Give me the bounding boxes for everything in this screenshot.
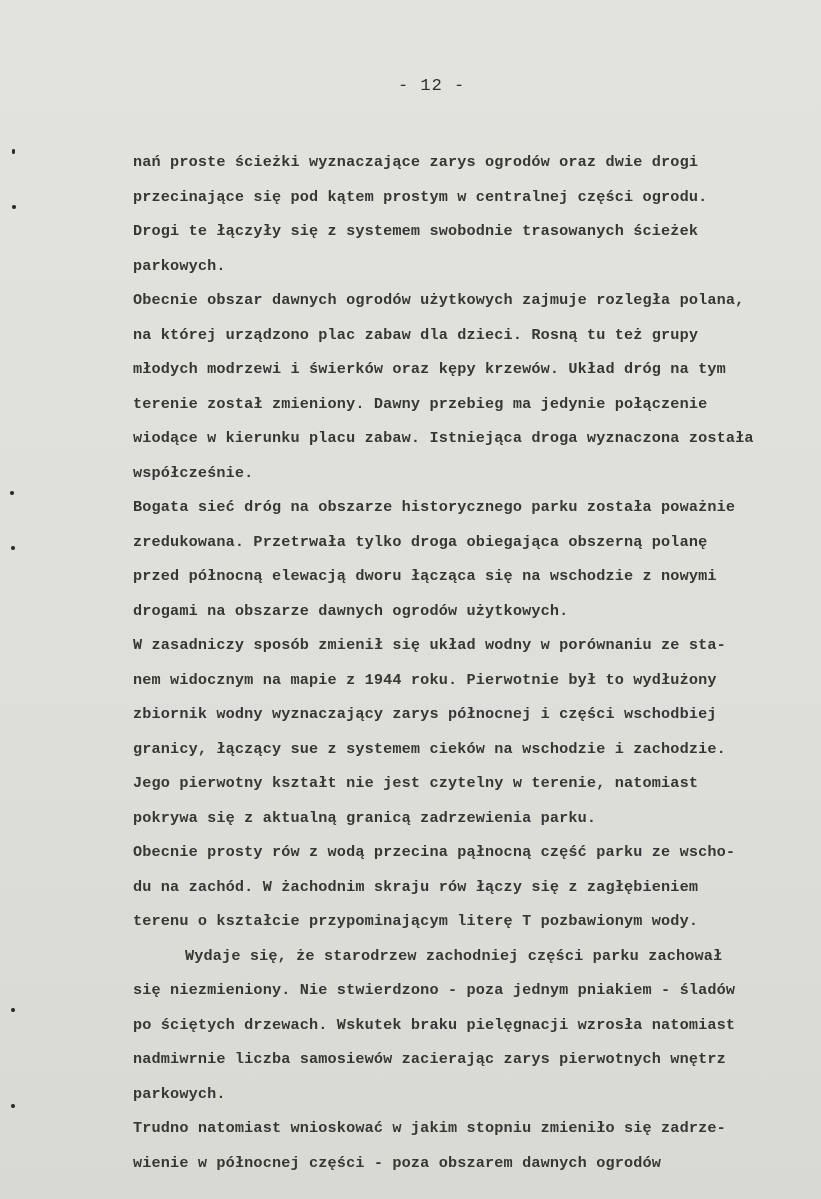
text-line: młodych modrzewi i świerków oraz kępy krzewów. Układ dróg na tym (133, 360, 726, 378)
text-line: Bogata sieć dróg na obszarze historycznego parku została poważnie (133, 498, 736, 516)
text-line: na której urządzono plac zabaw dla dzieci. Rosną tu też grupy (133, 325, 699, 344)
text-line: drogami na obszarze dawnych ogrodów użytkowych. (133, 601, 569, 620)
text-line: współcześnie. (133, 463, 254, 482)
margin-mark (11, 1008, 15, 1012)
text-line: du na zachód. W żachodnim skraju rów łączy się z zagłębieniem (133, 877, 699, 896)
page-number: - 12 - (398, 77, 466, 96)
margin-mark (11, 1104, 15, 1108)
text-line: terenie został zmieniony. Dawny przebieg ma jedynie połączenie (133, 394, 708, 413)
text-line: parkowych. (133, 256, 226, 275)
text-line: zbiornik wodny wyznaczający zarys północnej i części wschodbiej (133, 705, 717, 723)
text-line: przed północną elewacją dworu łącząca się na wschodzie z nowymi (133, 567, 717, 585)
margin-mark (11, 546, 15, 550)
text-line: się niezmieniony. Nie stwierdzono - poza jednym pniakiem - śladów (133, 981, 736, 999)
text-line: W zasadniczy sposób zmienił się układ wodny w porównaniu ze sta- (133, 636, 726, 654)
text-line: Obecnie prosty rów z wodą przecina pąłnocną część parku ze wscho- (133, 843, 736, 861)
text-line: parkowych. (133, 1084, 226, 1103)
text-line: terenu o kształcie przypominającym literę T pozbawionym wody. (133, 912, 699, 930)
text-line: zredukowana. Przetrwała tylko droga obiegająca obszerną polanę (133, 532, 708, 551)
margin-mark (12, 205, 16, 209)
text-line: Jego pierwotny kształt nie jest czytelny w terenie, natomiast (133, 774, 699, 792)
text-line: Drogi te łączyły się z systemem swobodnie trasowanych ścieżek (133, 222, 699, 240)
text-line: pokrywa się z aktualną granicą zadrzewienia parku. (133, 808, 597, 827)
text-line: nań proste ścieżki wyznaczające zarys ogrodów oraz dwie drogi (133, 153, 699, 171)
text-line: przecinające się pod kątem prostym w centralnej części ogrodu. (133, 187, 708, 206)
text-line: Trudno natomiast wnioskować w jakim stopniu zmieniło się zadrze- (133, 1119, 726, 1137)
text-line: po ściętych drzewach. Wskutek braku pielęgnacji wzrosła natomiast (133, 1015, 736, 1034)
text-line: wiodące w kierunku placu zabaw. Istniejąca droga wyznaczona została (133, 429, 754, 447)
text-line: wienie w północnej części - poza obszarem dawnych ogrodów (133, 1153, 662, 1172)
text-line: Obecnie obszar dawnych ogrodów użytkowych zajmuje rozległa polana, (133, 291, 745, 309)
text-line: Wydaje się, że starodrzew zachodniej części parku zachował (185, 946, 723, 965)
text-line: nem widocznym na mapie z 1944 roku. Pierwotnie był to wydłużony (133, 670, 717, 689)
text-line: granicy, łączący sue z systemem cieków na wschodzie i zachodzie. (133, 739, 726, 758)
margin-mark (12, 149, 15, 154)
margin-mark (10, 491, 14, 495)
text-line: nadmiwrnie liczba samosiewów zacierając zarys pierwotnych wnętrz (133, 1050, 726, 1068)
body-text (133, 145, 821, 1180)
